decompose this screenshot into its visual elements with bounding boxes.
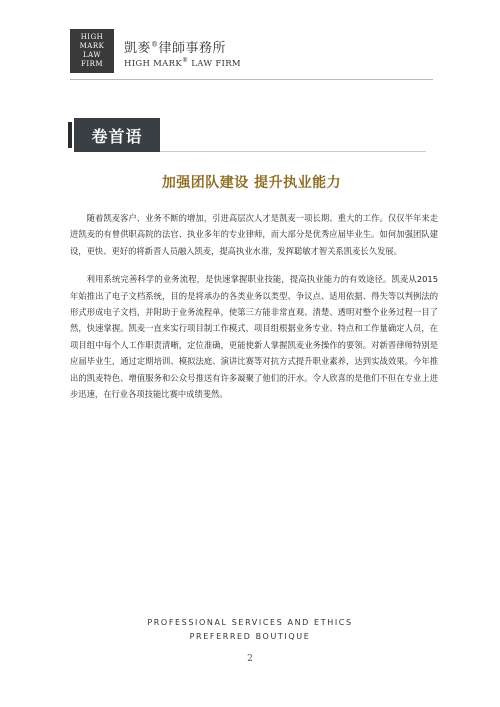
firm-name-english — [124, 57, 241, 69]
registered-mark: ® — [181, 57, 189, 64]
footer-slogan-line2: PREFERRED BOUTIQUE — [189, 632, 311, 641]
logo-line: LAW — [82, 51, 102, 59]
page-number: 2 — [247, 654, 253, 664]
section-banner-accent — [68, 122, 72, 148]
logo-line: HIGH — [80, 33, 104, 41]
firm-name-cn-prefix: 凱麥 — [124, 41, 152, 56]
firm-name-en-suffix: LAW FIRM — [188, 58, 241, 69]
firm-logo — [70, 29, 114, 73]
body-paragraph: 随着凯麦客户、业务不断的增加，引进高层次人才是凯麦一项长期、重大的工作。仅仅半年来走进凯麦的有曾供职高院的法官、执业多年的专业律师，而大部分是优秀应届毕业生。如何加强团队建设，更快、更好的将新晋人员融入凯麦，提高执业水准，发挥聪敏才智关系凯麦长久发展。 — [70, 213, 438, 256]
footer-slogan-line1: PROFESSIONAL SERVICES AND ETHICS — [147, 618, 353, 627]
section-divider — [160, 151, 426, 152]
article-headline: 加强团队建设 提升执业能力 — [161, 175, 342, 191]
logo-line: FIRM — [80, 60, 104, 68]
section-title: 卷首语 — [74, 118, 160, 152]
firm-name-en-prefix: HIGH MARK — [124, 58, 182, 69]
logo-line: MARK — [79, 42, 105, 50]
firm-name-chinese — [124, 37, 226, 56]
firm-name-cn-suffix: 律師事務所 — [158, 41, 227, 56]
header-divider — [70, 79, 433, 80]
article-body — [70, 210, 438, 414]
registered-mark: ® — [151, 40, 159, 49]
body-paragraph: 利用系统完善科学的业务流程，是快速掌握职业技能，提高执业能力的有效途径。凯麦从2015年始推出了电子文档系统，目的是将承办的各类业务以类型、争议点、适用依据、得失等以判例法的形式形成电子文档，并附助于业务流程单，使第三方能非常直观、清楚、透明对整个业务过程一目了然，快速掌握。凯麦一直来实行项目制工作模式，项目组根据业务专业、特点和工作量确定人员，在项目组中每个人工作职责清晰，定位准确，更能使新人掌握凯麦业务操作的要领。对新晋律师特别是应届毕业生，通过定期培训、模拟法庭、演讲比赛等对抗方式提升职业素养，达到实战效果。今年推出的凯麦特色、增值服务和公众号推送有许多凝聚了他们的汗水。令人欣喜的是他们不但在专业上进步迅速，在行业各项技能比赛中成绩斐然。 — [70, 274, 438, 400]
